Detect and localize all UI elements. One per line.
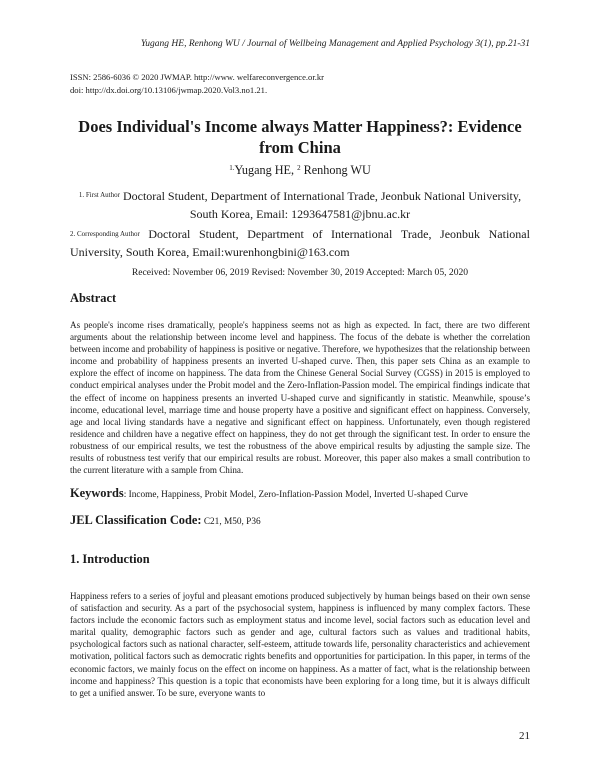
affiliation1-line2: South Korea, Email: 1293647581@jbnu.ac.kr (189, 207, 411, 221)
abstract-heading: Abstract (70, 291, 117, 305)
publication-info (70, 71, 324, 96)
jel-label: JEL Classification Code: (70, 513, 202, 527)
first-author-tag: 1. First Author (78, 191, 120, 199)
issn-line: ISSN: 2586-6036 © 2020 JWMAP. http://www. welfareconvergence.or.kr (70, 72, 325, 82)
affiliation2-word: Student, (198, 227, 239, 241)
introduction-body: Happiness refers to a series of joyful and pleasant emotions produced subjectively by human beings based on their own sense of satisfaction and security. As a part of the psychosocial system, happiness is influenced by many complex factors. These factors include the economic factors such as employment status and income level, social factors such as education level and marital quality, demographic factors such as gender and age, cultural factors such as values and traditional habits, psychological factors such as national character, self-esteem, attitude towards life, personality characteristics and achievement motivation, political factors such as democratic rights benefits and opportunities for participation. In this paper, in terms of the economic factors, we mainly focus on the effect on income on happiness. As a matter of fact, what is the relationship between income and happiness? This question is a topic that economists have been exploring for a long time, but it is always difficult to get a unified answer. To be sure, everyone wants to (70, 591, 531, 698)
author1-name: Yugang HE, (234, 163, 295, 177)
author-line (0, 163, 600, 178)
running-head: Yugang HE, Renhong WU / Journal of Wellbeing Management and Applied Psychology 3(1), pp.21-31 (140, 39, 530, 49)
jel-codes: C21, M50, P36 (201, 517, 261, 527)
keywords-line (70, 486, 540, 501)
affiliation2-word: Trade, (400, 227, 432, 241)
author2-superscript: 2 (297, 164, 301, 172)
author2-name: Renhong WU (303, 163, 371, 177)
affiliation2-line1 (70, 225, 530, 243)
received-dates: Received: November 06, 2019 Revised: November 30, 2019 Accepted: March 05, 2020 (131, 267, 469, 278)
affiliation1-line1: Doctoral Student, Department of International Trade, Jeonbuk National University, (122, 189, 522, 203)
abstract-body: As people's income rises dramatically, people's happiness seems not as high as expected. In fact, there are two different arguments about the relationship between income level and happiness. The focus of the debate is whether the correlation between income and probability of happiness is positive or negative. Therefore, we hypothesizes that the relationship between income and probability of happiness presents an inverted U-shaped curve. Then, this paper sets China as an example to explore the effect of income on happiness. The data from the Chinese General Social Survey (CGSS) in 2015 is employed to conduct empirical analyses under the Probit model and the Zero-Inflation-Passion model. The empirical findings indicate that the effect of income on happiness presents an inverted U-shaped curve and significantly in statistic. Meanwhile, spouse’s income, educational level, marriage time and house property have a positive and significant effect on happiness. Conversely, age and local living standards have a negative and significant effect on happiness. Unfortunately, even though registered residence and children have a negative effect on happiness, they do not get through the significant test. In order to ensure the robustness of our empirical results, we test the robustness of the above empirical results by adjusting the sample size. The results of robustness test verify that our empirical results are robust. Moreover, this paper also makes a small contribution to the current literature with a sample from China. (70, 320, 530, 476)
corresponding-author-tag: 2. Corresponding Author (70, 230, 140, 238)
keywords-text: : Income, Happiness, Probit Model, Zero-Inflation-Passion Model, Inverted U-shaped Curve (123, 490, 468, 500)
affiliation2-word: Doctoral (148, 227, 191, 241)
affiliation2-word: of (312, 227, 323, 241)
keywords-label: Keywords (70, 486, 124, 500)
doi-line: doi: http://dx.doi.org/10.13106/jwmap.2020.Vol3.no1.21. (70, 84, 268, 95)
affiliation2-line2: University, South Korea, Email:wurenhongbini@163.com (70, 245, 350, 259)
section-heading-introduction: 1. Introduction (70, 552, 150, 566)
jel-line (70, 513, 261, 528)
affiliation-corresponding-author (70, 225, 530, 261)
affiliation2-word: Jeonbuk (440, 227, 481, 241)
affiliation2-word: Department (247, 227, 304, 241)
affiliation2-word: National (488, 227, 530, 241)
affiliation-first-author (70, 186, 530, 223)
author1-superscript: 1. (229, 164, 235, 172)
page-number: 21 (519, 730, 530, 742)
affiliation2-word: International (331, 227, 393, 241)
paper-title: Does Individual's Income always Matter Happiness?: Evidence from China (78, 117, 522, 157)
